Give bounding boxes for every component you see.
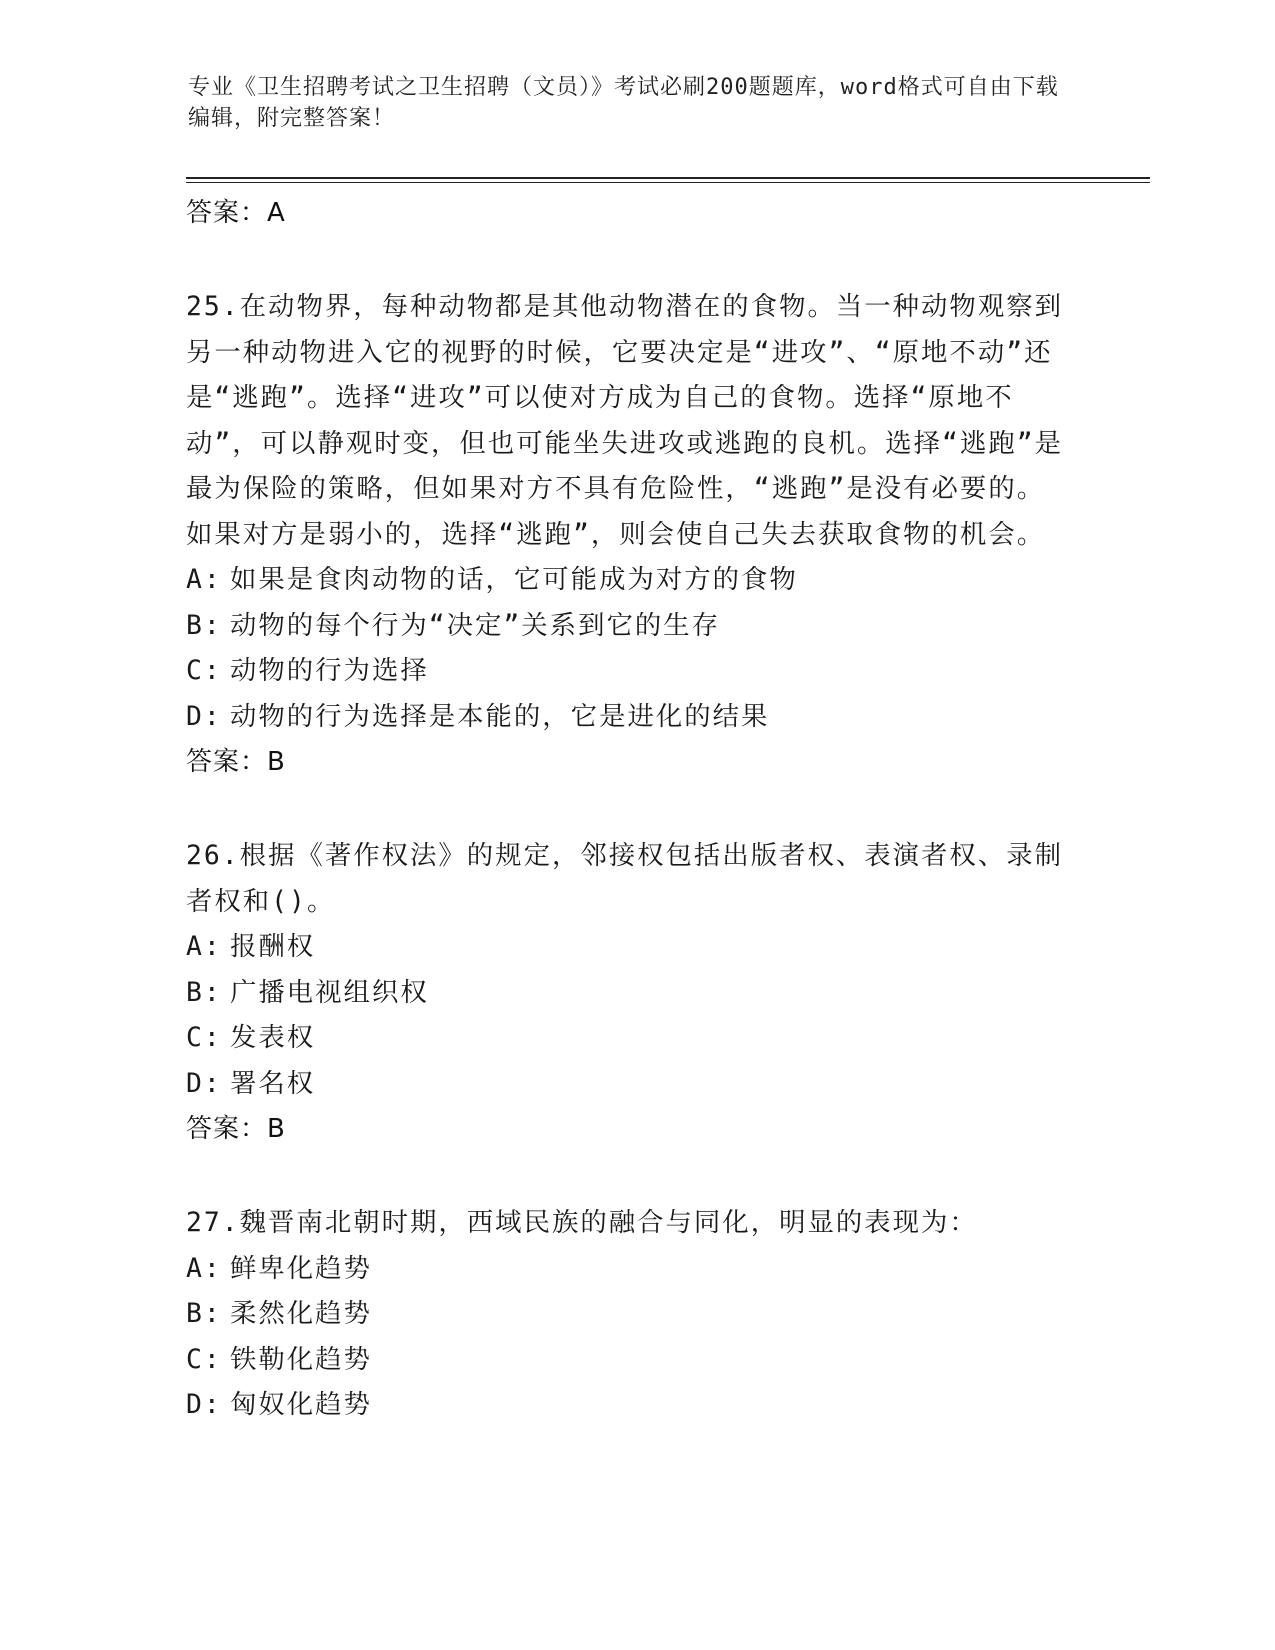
option-b [186,1291,1086,1337]
option-key: D: [186,1067,222,1099]
question-stem: 27.魏晋南北朝时期，西域民族的融合与同化，明显的表现为： [186,1207,978,1238]
option-d [186,1061,1086,1107]
option-b [186,970,1086,1016]
option-text: 广播电视组织权 [230,976,429,1008]
option-text: 柔然化趋势 [230,1298,372,1329]
option-key: D: [186,1389,222,1420]
option-key: C: [186,655,222,686]
option-text: 报酬权 [230,931,316,962]
option-key: A: [186,1252,222,1284]
option-text: 如果是食肉动物的话，它可能成为对方的食物 [230,564,798,595]
option-key: C: [186,1343,222,1375]
option-text: 匈奴化趋势 [230,1389,372,1420]
question-stem: 25.在动物界，每种动物都是其他动物潜在的食物。当一种动物观察到另一种动物进入它的视野的时候，它要决定是“进攻”、“原地不动”还是“逃跑”。选择“进攻”可以使对方成为自己的食物。选择“原地不动”，可以静观时变，但也可能坐失进攻或逃跑的良机。选择“逃跑”是最为保险的策略，但如果对方不具有危险性，“逃跑”是没有必要的。如果对方是弱小的，选择“逃跑”，则会使自己失去获取食物的机会。 [186,291,1063,550]
option-key: B: [186,609,222,641]
option-d [186,1382,1086,1428]
option-key: B: [186,1298,222,1329]
option-c [186,1015,1086,1061]
question-25 [186,284,1086,785]
document-body [186,188,1086,1428]
option-text: 署名权 [230,1067,316,1099]
option-a [186,924,1086,970]
option-d [186,694,1086,740]
option-text: 发表权 [230,1022,316,1053]
header-divider [186,177,1150,183]
option-b [186,603,1086,649]
answer-line: 答案：B [186,747,286,777]
option-key: C: [186,1022,222,1053]
page-header: 专业《卫生招聘考试之卫生招聘（文员）》考试必刷200题题库，word格式可自由下载编辑，附完整答案！ [188,75,1059,131]
option-key: B: [186,976,222,1008]
question-26 [186,833,1086,1152]
option-key: D: [186,700,222,732]
option-key: A: [186,564,222,595]
option-text: 鲜卑化趋势 [230,1252,372,1284]
option-a [186,557,1086,603]
option-text: 动物的每个行为“决定”关系到它的生存 [230,609,721,641]
option-key: A: [186,931,222,962]
option-text: 铁勒化趋势 [230,1343,372,1375]
answer-line: 答案：A [186,198,286,228]
option-c [186,1337,1086,1383]
option-text: 动物的行为选择是本能的，它是进化的结果 [230,700,770,732]
question-27 [186,1200,1086,1428]
option-c [186,648,1086,694]
option-a [186,1246,1086,1292]
option-text: 动物的行为选择 [230,655,429,686]
question-stem: 26.根据《著作权法》的规定，邻接权包括出版者权、表演者权、录制者权和()。 [186,840,1063,917]
answer-line: 答案：B [186,1114,286,1144]
